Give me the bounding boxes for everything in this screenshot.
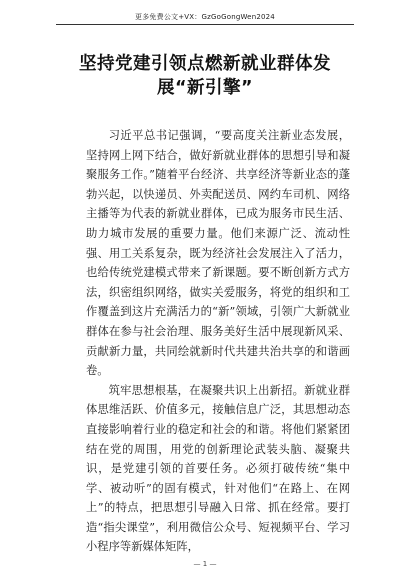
paragraph: 筑牢思想根基，在凝聚共识上出新招。新就业群体思维活跃、价值多元，接触信息广泛，其思想动态直接影响着行业的稳定和社会的和谐。将他们紧紧团结在党的周围，用党的创新理论武装头脑、凝聚共识，是党建引领的首要任务。必须打破传统“集中学、被动听”的固有模式，针对他们“在路上、在网上”的特点，把思想引导融入日常、抓在经常。要打造“指尖课堂”，利用微信公众号、短视频平台、学习小程序等新媒体矩阵， [86,383,350,554]
header-text: 更多免费公文+VX：GzGoGongWen2024 [135,13,275,21]
page-header [0,0,410,30]
header-divider [56,24,354,25]
document-title: 坚持党建引领点燃新就业群体发展“新引擎” [79,54,331,98]
document-body [86,126,350,557]
paragraph: 习近平总书记强调，“要高度关注新业态发展，坚持网上网下结合，做好新就业群体的思想引导和凝聚服务工作。”随着平台经济、共享经济等新业态的蓬勃兴起，以快递员、外卖配送员、网约车司机、网络主播等为代表的新就业群体，已成为服务市民生活、助力城市发展的重要力量。他们来源广泛、流动性强、用工关系复杂，既为经济社会发展注入了活力，也给传统党建模式带来了新课题。要不断创新方式方法，织密组织网络，做实关爱服务，将党的组织和工作覆盖到这片充满活力的“新”领域，引领广大新就业群体在参与社会治理、服务美好生活中展现新风采、贡献新力量，共同绘就新时代共建共治共享的和谐画卷。 [86,129,350,378]
page-number: — 1 — [193,560,217,568]
